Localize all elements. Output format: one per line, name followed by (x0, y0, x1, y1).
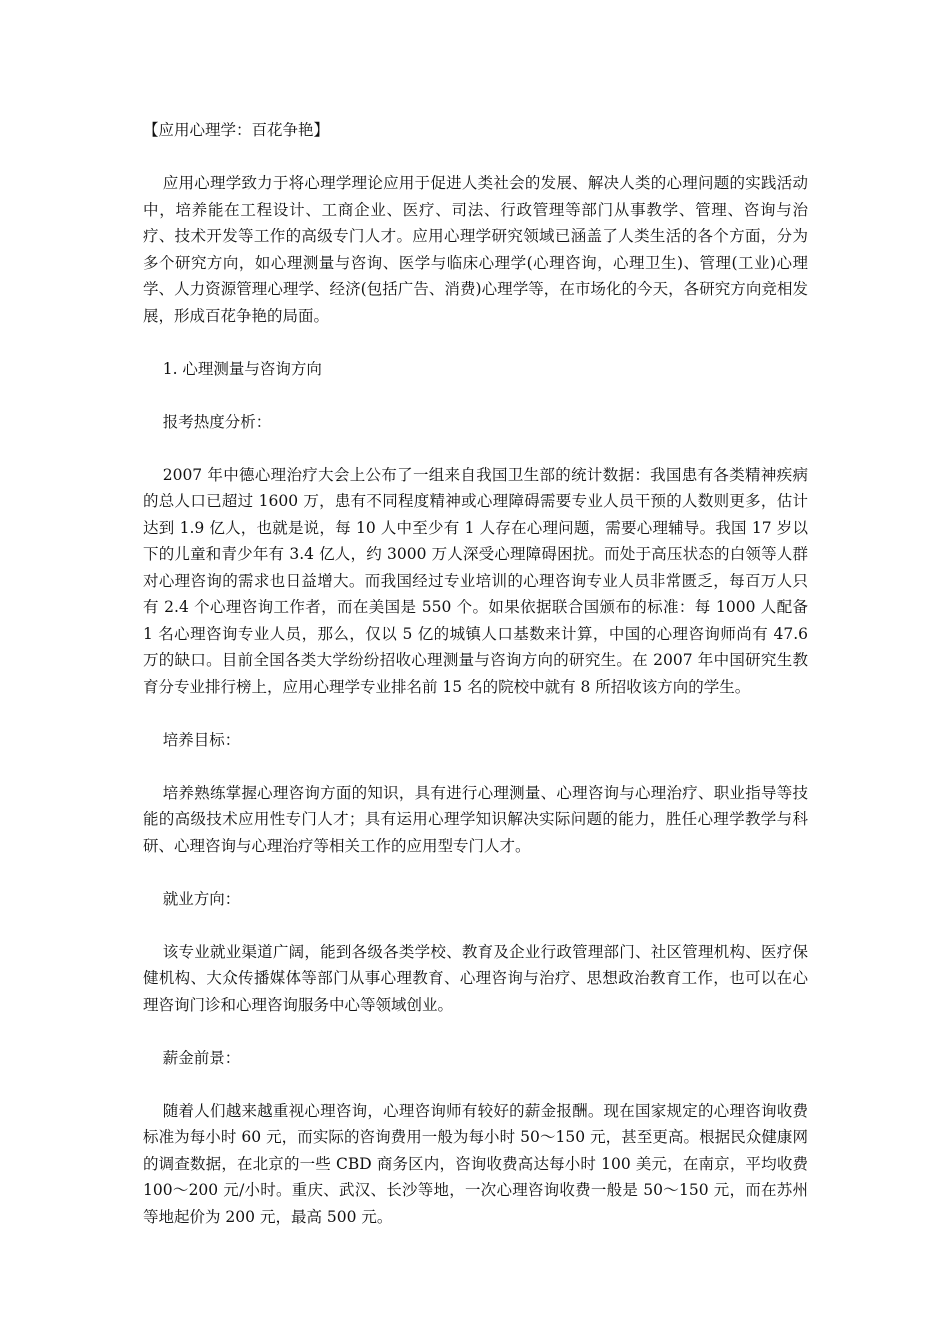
document-page (143, 117, 808, 1230)
heat-analysis-heading: 报考热度分析： (162, 412, 272, 431)
intro-paragraph: 应用心理学致力于将心理学理论应用于促进人类社会的发展、解决人类的心理问题的实践活动中，培养能在工程设计、工商企业、医疗、司法、行政管理等部门从事教学、管理、咨询与治疗、技术开发等工作的高级专门人才。应用心理学研究领域已涵盖了人类生活的各个方面，分为多个研究方向，如心理测量与咨询、医学与临床心理学(心理咨询，心理卫生)、管理(工业)心理学、人力资源管理心理学、经济(包括广告、消费)心理学等，在市场化的今天，各研究方向竞相发展，形成百花争艳的局面。 (143, 174, 808, 325)
employment-paragraph: 该专业就业渠道广阔，能到各级各类学校、教育及企业行政管理部门、社区管理机构、医疗保健机构、大众传播媒体等部门从事心理教育、心理咨询与治疗、思想政治教育工作，也可以在心理咨询门诊和心理咨询服务中心等领域创业。 (143, 942, 808, 1014)
salary-paragraph: 随着人们越来越重视心理咨询，心理咨询师有较好的薪金报酬。现在国家规定的心理咨询收费标准为每小时 60 元，而实际的咨询费用一般为每小时 50～150 元，甚至更高。根据民众健康网的调查数据，在北京的一些 CBD 商务区内，咨询收费高达每小时 100 美元，在南京，平均收费 100～200 元/小时。重庆、武汉、长沙等地，一次心理咨询收费一般是 50～150 元，而在苏州等地起价为 200 元，最高 500 元。 (143, 1101, 808, 1226)
section-heading-1: 1. 心理测量与咨询方向 (162, 359, 322, 378)
salary-heading: 薪金前景： (162, 1048, 241, 1067)
training-goal-heading: 培养目标： (162, 730, 241, 749)
document-title: 【应用心理学：百花争艳】 (143, 121, 330, 139)
heat-analysis-paragraph: 2007 年中德心理治疗大会上公布了一组来自我国卫生部的统计数据：我国患有各类精神疾病的总人口已超过 1600 万，患有不同程度精神或心理障碍需要专业人员干预的人数则更多，估计达到 1.9 亿人，也就是说，每 10 人中至少有 1 人存在心理问题，需要心理辅导。我国 17 岁以下的儿童和青少年有 3.4 亿人，约 3000 万人深受心理障碍困扰。而处于高压状态的白领等人群对心理咨询的需求也日益增大。而我国经过专业培训的心理咨询专业人员非常匮乏，每百万人只有 2.4 个心理咨询工作者，而在美国是 550 个。如果依据联合国颁布的标准：每 1000 人配备 1 名心理咨询专业人员，那么，仅以 5 亿的城镇人口基数来计算，中国的心理咨询师尚有 47.6 万的缺口。目前全国各类大学纷纷招收心理测量与咨询方向的研究生。在 2007 年中国研究生教育分专业排行榜上，应用心理学专业排名前 15 名的院校中就有 8 所招收该方向的学生。 (143, 465, 808, 696)
training-goal-paragraph: 培养熟练掌握心理咨询方面的知识，具有进行心理测量、心理咨询与心理治疗、职业指导等技能的高级技术应用性专门人才；具有运用心理学知识解决实际问题的能力，胜任心理学教学与科研、心理咨询与心理治疗等相关工作的应用型专门人才。 (143, 783, 808, 855)
employment-heading: 就业方向： (162, 889, 241, 908)
